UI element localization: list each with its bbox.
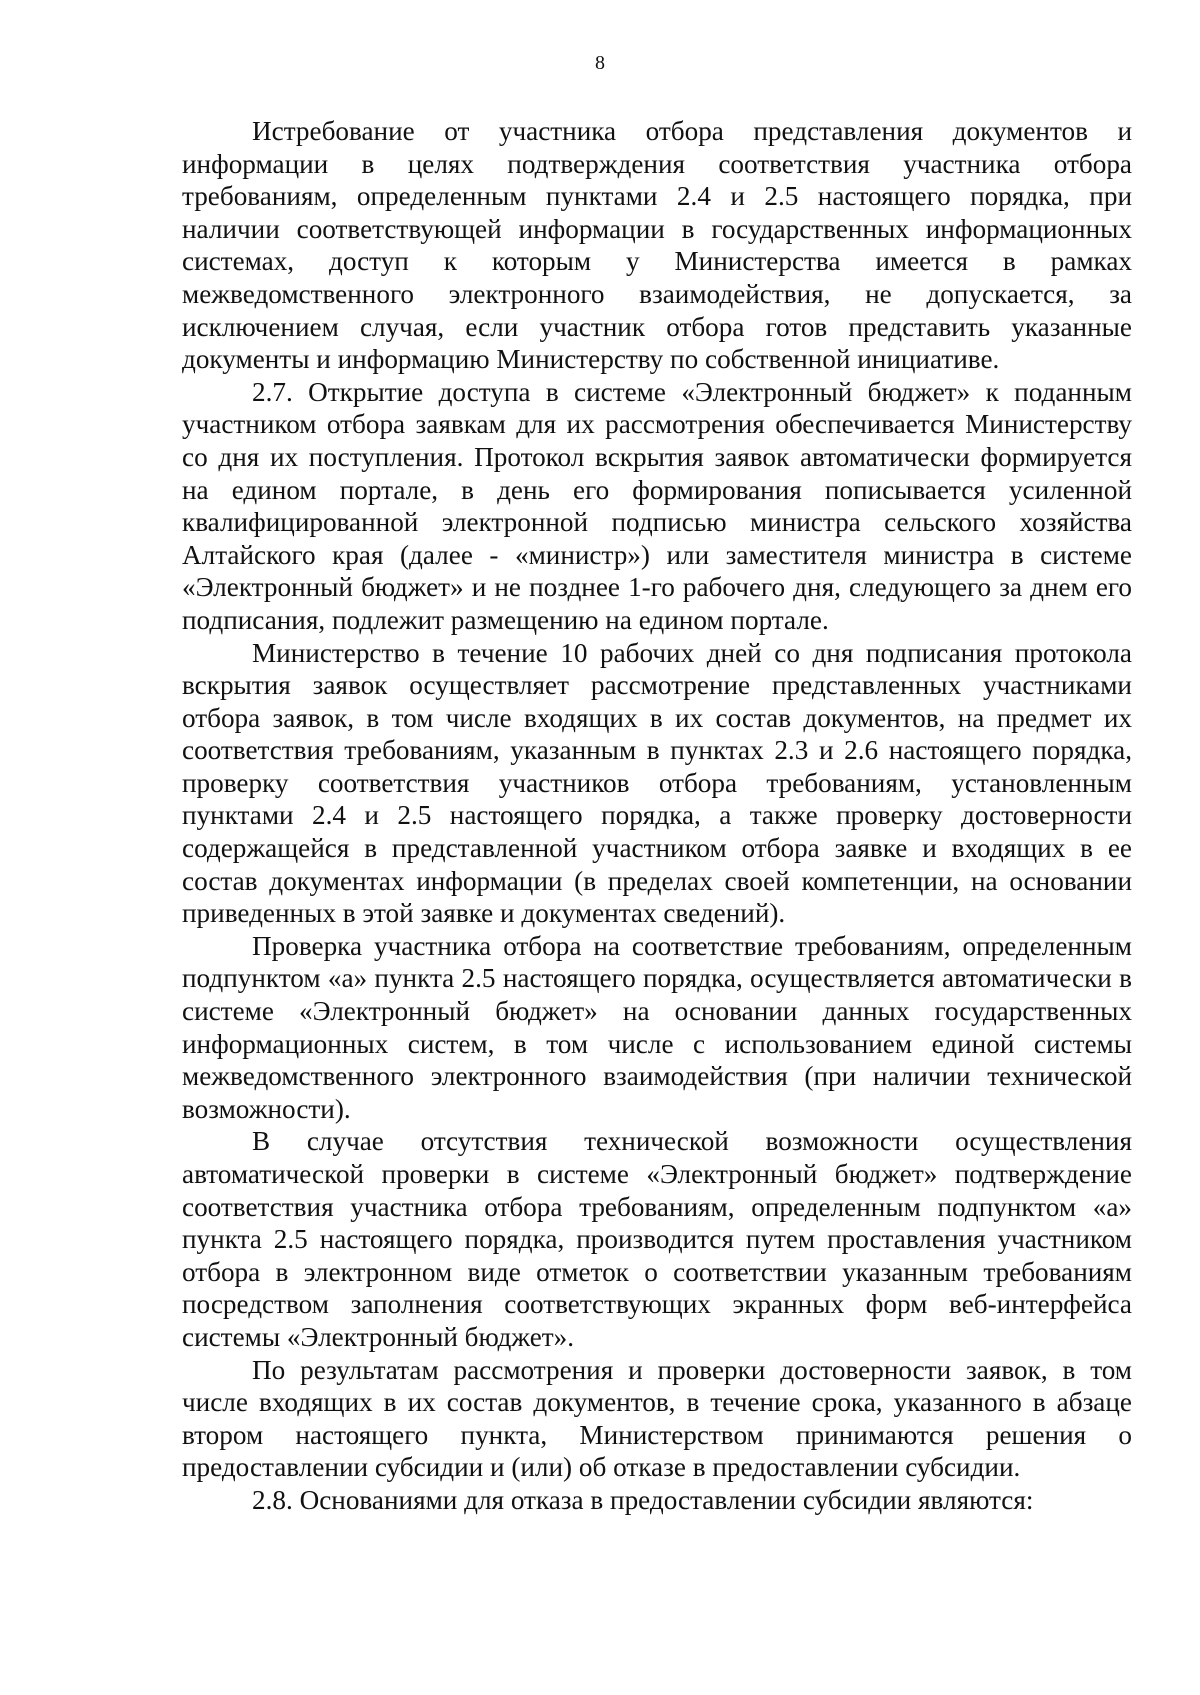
page-number: 8 [595, 52, 605, 74]
paragraph-automatic-check: Проверка участника отбора на соответствие требованиям, определенным подпунктом «а» пункта 2.5 настоящего порядка, осуществляется автоматически в системе «Электронный бюджет» на основании данных государственных информационных систем, в том числе с использованием единой системы межведомственного электронного взаимодействия (при наличии технической возможности). [182, 930, 1132, 1124]
paragraph-ministry-review: Министерство в течение 10 рабочих дней со дня подписания протокола вскрытия заявок осуществляет рассмотрение представленных участниками отбора заявок, в том числе входящих в их состав документов, на предмет их соответствия требованиям, указанным в пунктах 2.3 и 2.6 настоящего порядка, проверку соответствия участников отбора требованиям, установленным пунктами 2.4 и 2.5 настоящего порядка, а также проверку достоверности содержащейся в представленной участником отбора заявке и входящих в ее состав документах информации (в пределах своей компетенции, на основании приведенных в этой заявке и документах сведений). [182, 637, 1132, 929]
paragraph-information-request: Истребование от участника отбора представления документов и информации в целях подтверждения соответствия участника отбора требованиям, определенным пунктами 2.4 и 2.5 настоящего порядка, при наличии соответствующей информации в государственных информационных системах, доступ к которым у Министерства имеется в рамках межведомственного электронного взаимодействия, не допускается, за исключением случая, если участник отбора готов представить указанные документы и информацию Министерству по собственной инициативе. [182, 116, 1132, 375]
paragraph-decision: По результатам рассмотрения и проверки достоверности заявок, в том числе входящих в их состав документов, в течение срока, указанного в абзаце втором настоящего пункта, Министерством принимаются решения о предоставлении субсидии и (или) об отказе в предоставлении субсидии. [182, 1354, 1132, 1483]
paragraph-2-7-access-opening: 2.7. Открытие доступа в системе «Электронный бюджет» к поданным участником отбора заявкам для их рассмотрения обеспечивается Министерству со дня их поступления. Протокол вскрытия заявок автоматически формируется на едином портале, в день его формирования пописывается усиленной квалифицированной электронной подписью министра сельского хозяйства Алтайского края (далее - «министр») или заместителя министра в системе «Электронный бюджет» и не позднее 1-го рабочего дня, следующего за днем его подписания, подлежит размещению на едином портале. [182, 376, 1132, 635]
document-body [182, 115, 1132, 1517]
paragraph-manual-confirmation: В случае отсутствия технической возможности осуществления автоматической проверки в системе «Электронный бюджет» подтверждение соответствия участника отбора требованиям, определенным подпунктом «а» пункта 2.5 настоящего порядка, производится путем проставления участником отбора в электронном виде отметок о соответствии указанным требованиям посредством заполнения соответствующих экранных форм веб-интерфейса системы «Электронный бюджет». [182, 1126, 1132, 1352]
paragraph-2-8-refusal-grounds: 2.8. Основаниями для отказа в предоставлении субсидии являются: [252, 1484, 1034, 1515]
